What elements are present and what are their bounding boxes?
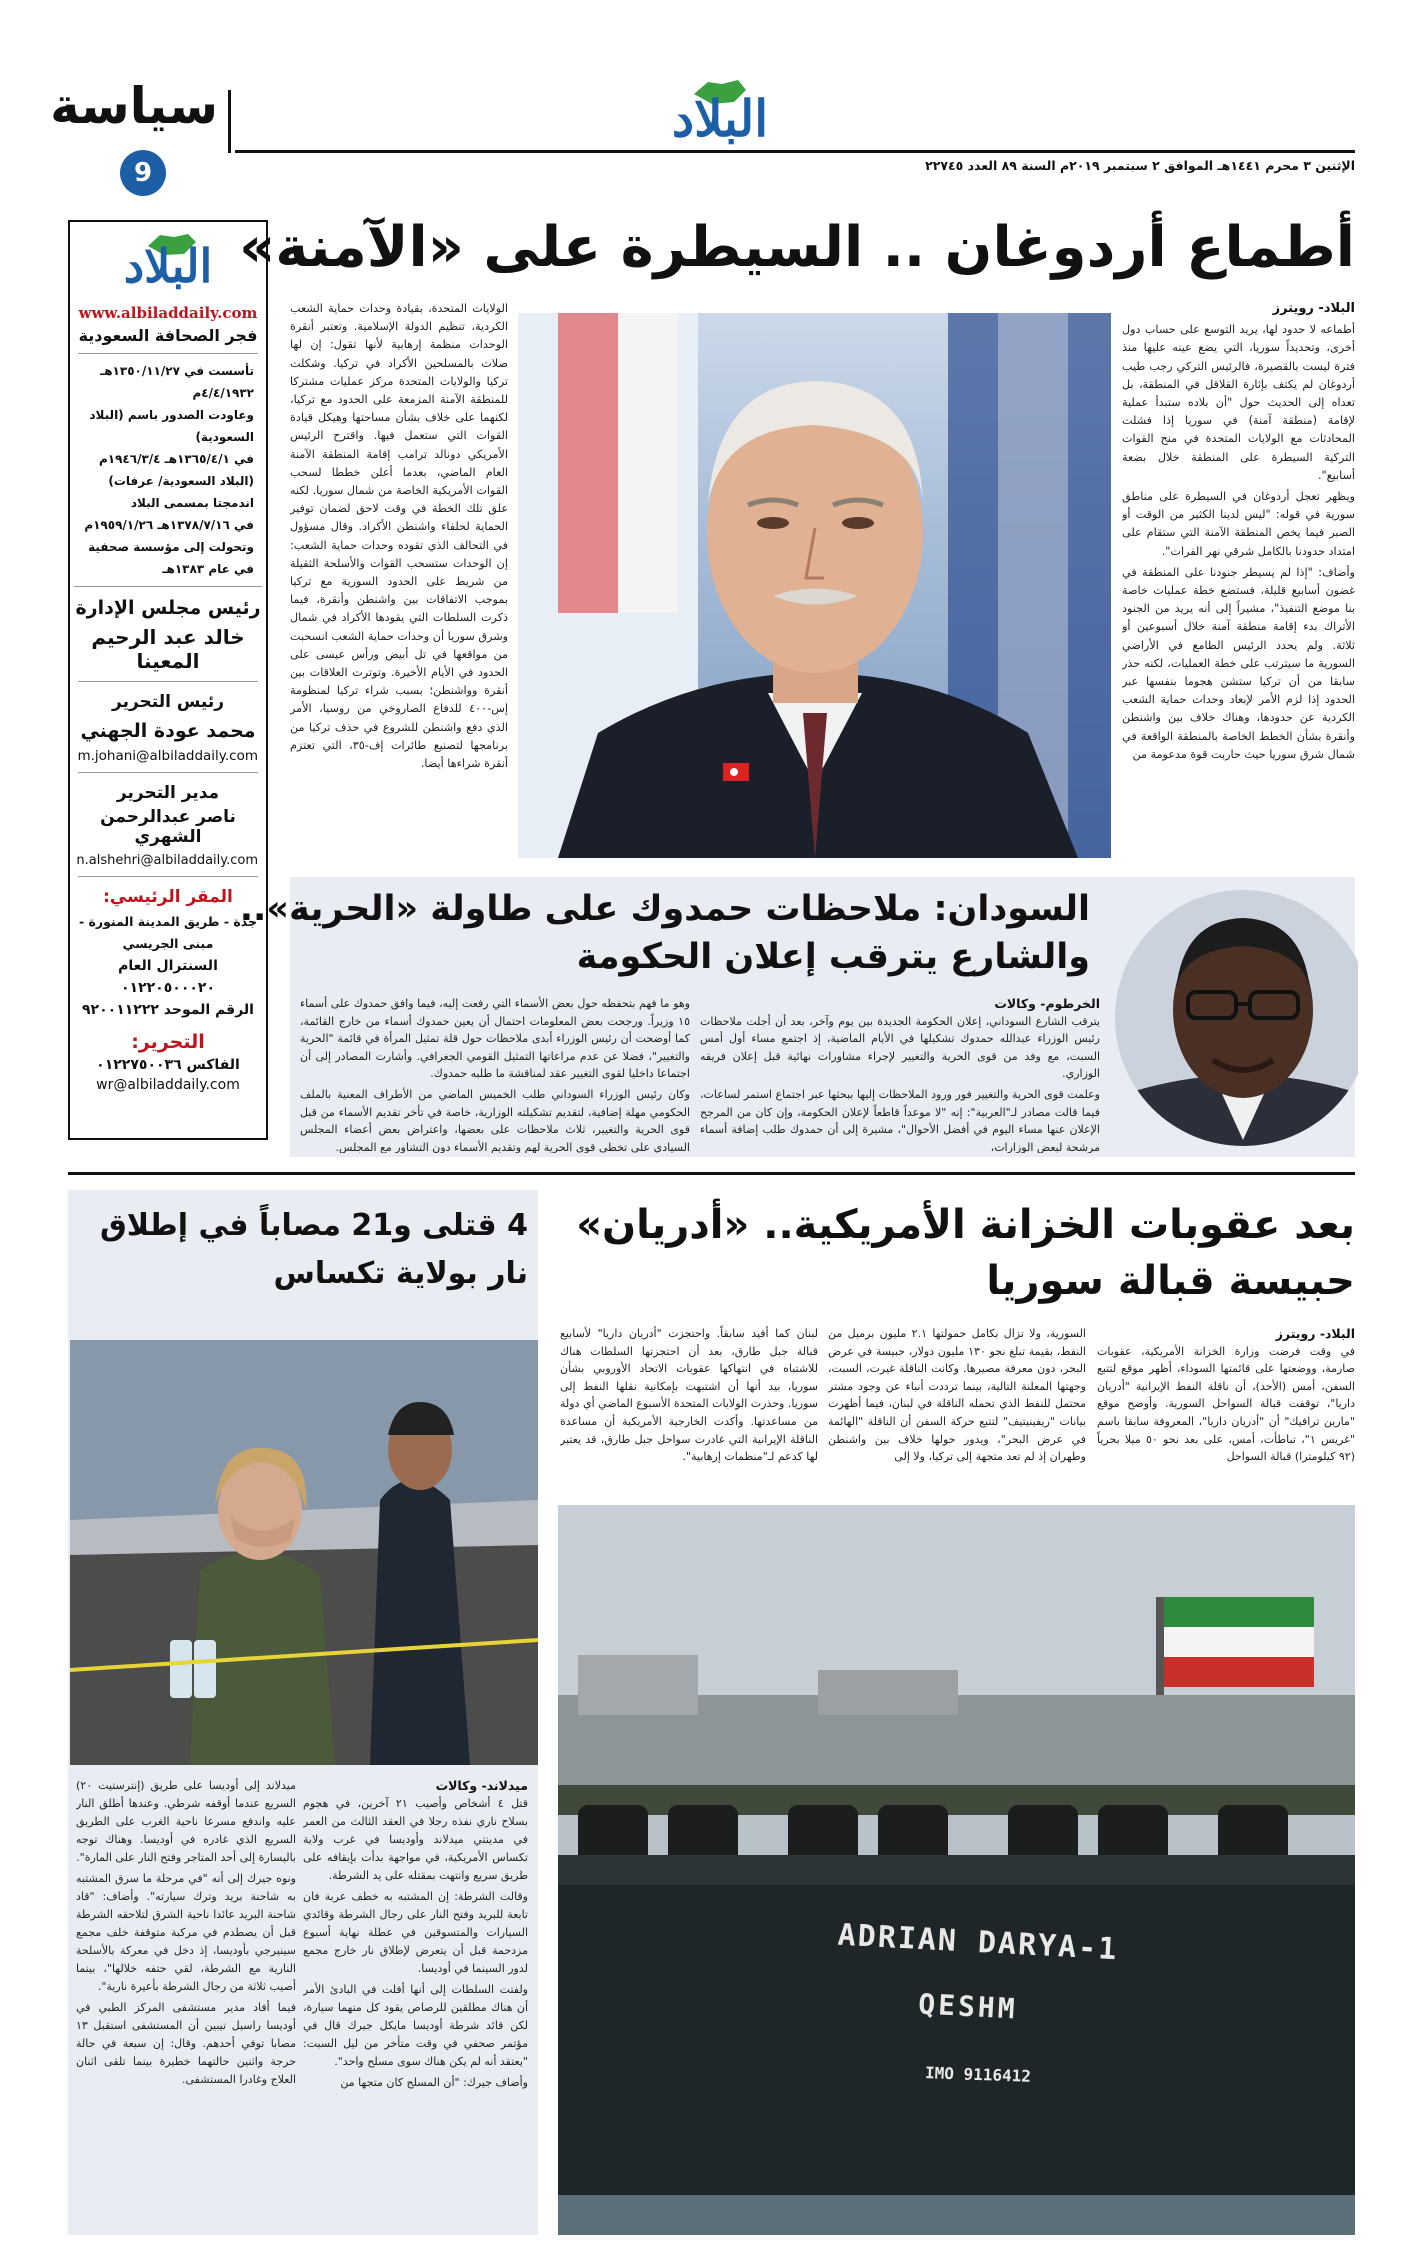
article4-paragraph: ولفتت السلطات إلى أنها أفلت في البادئ الأمر أن هناك مطلقين للرصاص يقود كل منهما سيارة، لكن قائد شرطة أوديسا مايكل جيرك قال في مؤتمر صحفي في وقت متأخر من ليل السبت: "يعتقد أنه لم يكن هناك سوى مسلح واحد".: [303, 1983, 528, 2068]
article1-column-left: [290, 300, 508, 862]
editor-email[interactable]: m.johani@albiladdaily.com: [78, 748, 258, 773]
editorial-email[interactable]: wr@albiladdaily.com: [96, 1077, 240, 1093]
hq-label: المقر الرئيسي:: [103, 887, 233, 907]
board-name: خالد عبد الرحيم المعينا: [78, 625, 258, 682]
article4-paragraph: قتل ٤ أشخاص وأصيب ٢١ آخرين، في هجوم بسلاح ناري نفذه رجلا في العقد الثالث من العمر في مدينتي ميدلاند وأوديسا في غرب ولاية تكساس الأمريكية، في مواجهة بدأت بإيقافه على طريق سريع وانتهت بمقتله على يد الشرطة.: [303, 1797, 528, 1882]
article2-headline-line2: والشارع يترقب إعلان الحكومة: [576, 937, 1090, 977]
editor-label: رئيس التحرير: [112, 692, 224, 712]
article3-headline-line1: بعد عقوبات الخزانة الأمريكية.. «أدريان»: [576, 1202, 1355, 1248]
header-bracket: [228, 90, 238, 153]
article3-column-3: [560, 1325, 818, 1493]
history-line: في ١٣٦٥/٤/١هـ ١٩٤٦/٣/٤م: [98, 452, 254, 466]
hamdok-photo: [1108, 880, 1358, 1150]
sidebar-logo: [70, 230, 266, 300]
article4-paragraph: وقالت الشرطة: إن المشتبه به خطف عربة فان تابعة للبريد وفتح النار على رجال الشرطة وقائدي السيارات والمتسوقين في عطلة نهاية أسبوع مزدحمة قبل أن يتعرض لإطلاق نار خارج مجمع لدور السينما في أوديسا.: [303, 1890, 528, 1975]
article2-byline: الخرطوم- وكالات: [994, 996, 1100, 1011]
board-label: رئيس مجلس الإدارة: [75, 597, 261, 619]
history-line: تأسست في ١٣٥٠/١١/٢٧هـ ٤/٤/١٩٣٢م: [100, 364, 254, 400]
history-line: في ١٣٧٨/٧/١٦هـ ١٩٥٩/١/٢٦م: [84, 518, 254, 532]
article2-paragraph: وهو ما فهم بتحفظه حول بعض الأسماء التي رفعت إليه، فيما وافق حمدوك على أسماء ١٥ وزيراً. ورجحت بعض المعلومات احتمال أن يعين حمدوك أسماء من خارج القائمة، كما أوضحت أن رئيس الوزراء أبدى ملاحظات حول قلة تمثيل المرأة في قائمة "الحرية والتغيير"، فضلا عن عدم مراعاتها التمثيل القومي الجغرافي. وأشارت المصادر إلى أن اجتماعا داخليا لقوى التغيير عقد لمناقشة ما طلبه حمدوك.: [300, 997, 690, 1081]
tanker-illustration: [558, 1505, 1355, 2235]
article3-paragraph: السورية، ولا تزال بكامل حمولتها ٢.١ مليون برميل من النفط، بقيمة تبلغ نحو ١٣٠ مليون دولار، حبيسة في عرض البحر، دون معرفة مصيرها. وكانت الناقلة غيرت، السبت، وجهتها المعلنة التالية، بينما ترددت أنباء عن وجود مشتر محتمل للنفط الذي تحمله الناقلة في لبنان، فيما أظهرت بيانات "ريفينيتيف" لتتبع حركة السفن أن الناقلة "الهائمة في عرض البحر"، ويدور حولها خلاف بين واشنطن وطهران إذ لم تعد متجهة إلى تركيا، ولا إلى: [828, 1327, 1086, 1464]
erdogan-photo: [518, 313, 1111, 858]
page-number: 9: [133, 158, 153, 188]
hq-block: [70, 911, 266, 1021]
ship-port-label: QESHM: [917, 1987, 1019, 2026]
history-line: وتحولت إلى مؤسسة صحفية في عام ١٣٨٣هـ: [88, 540, 254, 576]
hamdok-portrait-illustration: [1108, 880, 1358, 1150]
hq-line: الرقم الموحد ٩٢٠٠١١٢٢٢: [82, 1002, 254, 1018]
article4-paragraph: ميدلاند إلى أوديسا على طريق (إنترستيت ٢٠) السريع عندما أوقفه شرطي. وعندها أطلق النار عليه واندفع مسرعا ناحية الغرب على الطريق السريع الذي غادره في أوديسا. وهناك توجه باليسارة إلى أحد المتاجر وفتح النار على المارة".: [76, 1779, 296, 1864]
fax-number: الفاكس ٠١٢٢٧٥٠٠٣٦: [96, 1057, 240, 1073]
article3-byline: البلاد- رويترز: [1275, 1326, 1355, 1341]
article1-paragraph: الولايات المتحدة، بقيادة وحدات حماية الشعب الكردية، تنظيم الدولة الإسلامية. وتعتبر أنقرة الوحدات منظمة إرهابية لأنها تقول: إن لها صلات بالمسلحين الأكراد في تركيا. وشكلت تركيا والولايات المتحدة مركز عمليات مشتركا للمنطقة الآمنة المزمعة على الحدود مع تركيا، لكنهما على خلاف بشأن مساحتها وهيكل قيادة القوات التي ستعمل فيها. واقترح الرئيس الأمريكي دونالد ترامب إقامة المنطقة الآمنة العام الماضي، بعدما أعلن خططا لسحب القوات الأمريكية الخاصة من شمال سوريا. لكنه علق تلك الخطة في وقت لاحق لضمان توفير الحماية لحلفاء واشنطن الأكراد. وقال مسؤول في التحالف الذي تقوده وحدات حماية الشعب: إن الوحدات ستسحب القوات والأسلحة الثقيلة من شريط على الحدود السورية مع تركيا بموجب الاتفاقات بين واشنطن وأنقرة، فيما ذكرت السلطات التي يقودها الأكراد في شمال وشرق سوريا أن وحدات حماية الشعب انسحبت من مواقعها في تل أبيض ورأس عيسى على الحدود في الأيام الأخيرة. وتوترت العلاقات بين أنقرة وواشنطن؛ بسبب شراء تركيا لمنظومة إس-٤٠٠ للدفاع الصاروخي من روسيا، الأمر الذي دفع واشنطن للشروع في حذف تركيا من برنامجها لتصنيع طائرات إف-٣٥، التي تعتزم أنقرة شراءها أيضا.: [290, 302, 508, 771]
portrait-illustration: [518, 313, 1111, 858]
article2-column-right: [700, 995, 1100, 1153]
article4-paragraph: ونوه جيرك إلى أنه "في مرحلة ما سرق المشتبه به شاحنة بريد وترك سيارته". وأضاف: "قاد شاحنة البريد عائدا ناحية الشرق لتلاحقه الشرطة قبل أن يصطدم في مركبة متوقفة خلف مجمع سينيرجي بأوديسا، إذ دخل في معركة بالأسلحة النارية مع الشرطة، لقي حتفه خلالها"، بينما أصيب ثلاثة من رجال الشرطة بأعيرة نارية".: [76, 1872, 296, 1993]
texas-scene-illustration: [70, 1340, 538, 1765]
manager-label: مدير التحرير: [116, 783, 220, 803]
article3-headline-line2: حبيسة قبالة سوريا: [986, 1258, 1355, 1304]
article4-column-right: [303, 1777, 528, 2227]
page-header: [0, 0, 1421, 188]
article4-headline-line1: 4 قتلى و21 مصاباً في إطلاق: [99, 1208, 528, 1243]
sidebar: [68, 220, 268, 1140]
article1-headline: أطماع أردوغان .. السيطرة على «الآمنة»: [239, 215, 1355, 280]
article2-headline-line1: السودان: ملاحظات حمدوك على طاولة «الحرية»..: [239, 889, 1090, 929]
article2-paragraph: وكان رئيس الوزراء السوداني طلب الخميس الماضي من الأطراف المعنية بالملف الحكومي مهلة إضافية، لتقديم تشكيلته الوزارية، خاصة في تأخر تقديم الأسماء من قبل قوى الحرية والتغيير، ثلاث ملاحظات على بعضها، واعتراض بعض أعضاء المجلس السيادي على تخطي قوى الحرية لهم وتقديم الأسماء دون التشاور مع المجلس.: [300, 1087, 690, 1153]
tanker-photo: [558, 1505, 1355, 2235]
masthead-logo-text: البلاد: [671, 89, 769, 148]
article1-column-right: [1122, 300, 1355, 860]
article1-paragraph: وأضاف: "إذا لم يسيطر جنودنا على المنطقة في غضون أسابيع قليلة، فستضع خطة عمليات خاصة بنا موضع التنفيذ"، مشيراً إلى أنه يريد من الجنود الأتراك بدء إقامة منطقة آمنة خلال أسبوعين أو ثلاثة. ولم يحدد الرئيس الطامع في الأراضي السورية ما سيترتب على خطة العمليات، لكنه حذر سابقا من أن تركيا ستشن هجوما بنفسها عبر الحدود إذا لزم الأمر لإبعاد وحدات حماية الشعب الكردية عن حدودها، وهناك خلاف بين واشنطن وأنقرة بشأن الخطط الخاصة بالمنطقة الواقعة في شمال شرق سوريا حيث حاربت قوة مدعومة من: [1122, 565, 1355, 761]
history-block: [74, 354, 262, 587]
sidebar-logo-text: البلاد: [123, 239, 213, 293]
article3-paragraph: لبنان كما أفيد سابقاً. واحتجزت "أدريان داريا" لأسابيع قبالة جبل طارق، بعد أن احتجزتها السلطات هناك للاشتباه في انتهاكها عقوبات الاتحاد الأوروبي بشأن سوريا، بيد أنها أن اشتبهت بإمكانية نقلها النفط إلى سوريا. وحذرت الولايات المتحدة الأسبوع الماضي أي دولة من مساعدتها. وأكدت الخارجية الأمريكية أن مساعدة الناقلة الإيرانية التي غادرت سواحل جبل طارق، قد يعتبر لها كدعم لـ"منظمات إرهابية".: [560, 1327, 818, 1464]
ship-imo-label: IMO 9116412: [924, 2063, 1032, 2086]
article2-paragraph: وعلمت قوى الحرية والتغيير فور ورود الملاحظات إليها ببحثها عبر اجتماع استمر لساعات، فيما قالت مصادر لـ"العربية": إنه "لا موعداً قاطعاً لإعلان الحكومة، وإن كان من المرجح الإعلان عنها مساء اليوم في أفضل الأحوال"، مشيرة إلى أن حمدوك طلب إضافة أسماء مرشحة لبعض الوزارات،: [700, 1087, 1100, 1153]
masthead-logo: [640, 78, 800, 150]
article4-headline-line2: نار بولاية تكساس: [273, 1256, 528, 1291]
tagline: فجر الصحافة السعودية: [78, 326, 258, 354]
article1-paragraph: أطماعه لا حدود لها، يريد التوسع على حساب دول أخرى، وتحديداً سوريا، التي يضع عينه عليها منذ فترة ليست بالقصيرة، فالرئيس التركي رجب طيب أردوغان لم يكتف بإثارة القلاقل في المنطقة، بل تعداه إلى الحديث حول "أن بلاده ستبدأ عملية لإقامة (منطقة آمنة) في سوريا إذا فشلت المحادثات مع الولايات المتحدة في منح القوات التركية السيطرة على المنطقة خلال بضعة أسابيع".: [1122, 323, 1355, 482]
header-rule: [235, 150, 1355, 153]
article4-column-left: [76, 1777, 296, 2227]
dateline: الإثنين ٣ محرم ١٤٤١هـ الموافق ٢ سبتمبر ٢٠١٩م السنة ٨٩ العدد ٢٢٧٤٥: [925, 158, 1355, 173]
manager-name: ناصر عبدالرحمن الشهري: [100, 807, 236, 847]
editor-name: محمد عودة الجهني: [80, 720, 256, 742]
manager-email[interactable]: n.alshehri@albiladdaily.com: [78, 853, 258, 877]
article1-paragraph: ويظهر تعجل أردوغان في السيطرة على مناطق سورية في قوله: "ليس لدينا الكثير من الوقت أو الصبر فيما يخص المنطقة الآمنة التي ستقام على امتداد حدودنا بالكامل شرقي نهر الفرات".: [1122, 490, 1355, 558]
history-line: (البلاد السعودية/ عرفات) اندمجتا بمسمى البلاد: [108, 474, 254, 510]
article4-paragraph: فيما أفاد مدير مستشفى المركز الطبي في أوديسا راسيل تيبين أن المستشفى استقبل ١٣ مصابا توفي أحدهم. وقال: إن سبعة في حالة حرجة واثنين حالتهما خطيرة بينما تلقى اثنان العلاج وغادرا المستشفى.: [76, 2001, 296, 2086]
article2-column-left: [300, 995, 690, 1153]
article4-paragraph: وأضاف جيرك: "أن المسلح كان متجها من: [340, 2076, 528, 2089]
article3-column-2: [828, 1325, 1086, 1493]
hq-line: السنترال العام ٠١٢٢٠٥٠٠٠٢٠: [118, 958, 218, 996]
texas-shooting-photo: [70, 1340, 538, 1765]
section-title: سياسة: [50, 77, 218, 135]
ship-name-label: ADRIAN DARYA-1: [836, 1917, 1120, 1968]
page-number-badge: [120, 150, 166, 196]
article4-byline: ميدلاند- وكالات: [435, 1778, 528, 1793]
article3-paragraph: في وقت فرضت وزارة الخزانة الأمريكية، عقوبات صارمة، ووضعتها على قائمتها السوداء، أظهر موقع لتتبع السفن، أمس (الأحد)، أن ناقلة النفط الإيرانية "أدريان داريا"، توقفت قبالة السواحل السورية. وأوضح موقع "مارين ترافيك" أن "أدريان داريا"، المعروفة سابقا باسم "غريس ١"، تباطأت، أمس، على بعد نحو ٥٠ ميلا بحرياً (٩٢ كيلومترا) قبالة السواحل: [1097, 1344, 1355, 1464]
article3-column-1: [1097, 1325, 1355, 1493]
section-label: [50, 77, 228, 140]
editorial-label: التحرير:: [131, 1031, 205, 1053]
article2-paragraph: يترقب الشارع السوداني، إعلان الحكومة الجديدة بين يوم وآخر، بعد أن أجلت ملاحظات رئيس الوزراء عبدالله حمدوك تشكيلها في الأيام الماضية، إذ اجتمع مساء أول أمس السبت، مع وفد من قوى الحرية والتغيير لإجراء مشاورات نهائية قبل إعلان فريقه الوزاري.: [700, 1014, 1100, 1081]
history-line: وعاودت الصدور باسم (البلاد السعودية): [89, 408, 254, 444]
section-divider: [68, 1172, 1355, 1175]
hq-line: جدة - طريق المدينة المنورة - مبنى الجريسي: [78, 914, 258, 951]
article1-byline: البلاد- رويترز: [1272, 301, 1355, 316]
website-link[interactable]: www.albiladdaily.com: [78, 304, 258, 322]
